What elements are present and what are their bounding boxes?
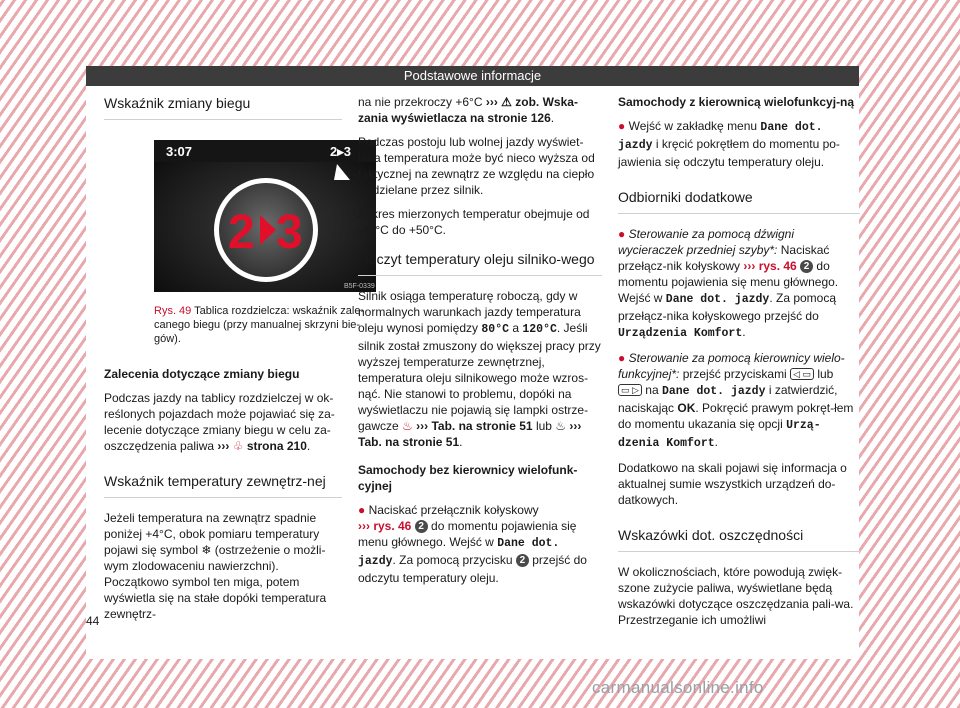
subheading-mfsw: Samochody z kierownicą wielofunkcyj-ną xyxy=(618,95,855,109)
para-temp-range: Zakres mierzonych temperatur obejmuje od -40°C do +50°C. xyxy=(358,207,590,237)
figure-code: B5F-0339 xyxy=(344,283,375,290)
fig-ref-link-2[interactable]: ››› rys. 46 xyxy=(743,259,797,273)
bullet-mfsw: ● Wejść w zakładkę menu Dane dot. jazdy i kręcić pokrętłem do momentu po-jawienia się odczytu temperatury oleju. xyxy=(618,119,840,169)
subheading-gear-advice: Zalecenia dotyczące zmiany biegu xyxy=(104,367,300,381)
column-1 xyxy=(104,94,375,630)
para-temp-continued: na nie przekroczy +6°C ››› ⚠ zob. Wska-zania wyświetlacza na stronie 126. xyxy=(358,95,578,125)
page-number: 44 xyxy=(86,614,100,628)
para-consumers-sum: Dodatkowo na skali pojawi się informacja o aktualnej sumie wszystkich urządzeń do-datkowych. xyxy=(618,461,847,507)
left-key-icon: ◁ ▭ xyxy=(790,368,814,380)
column-3 xyxy=(618,94,860,636)
section-heading-outside-temp: Wskaźnik temperatury zewnętrz-nej xyxy=(104,472,342,498)
small-gear-readout: 2▸3 xyxy=(330,144,351,159)
section-heading-savings: Wskazówki dot. oszczędności xyxy=(618,526,860,552)
bullet-wiper-lever: ● Sterowanie za pomocą dźwigni wycieraczek przedniej szyby*: Naciskać przełącz-nik kołyskowy ››› rys. 46 2 do momentu pojawienia się menu głównego. Wejść w Dane dot. jazdy. Za pomocą przełącz-nika kołyskowego przejść do Urządzenia Komfort. xyxy=(618,227,839,340)
big-gear-to: 3 xyxy=(276,206,303,259)
table-ref-link-1[interactable]: ››› Tab. na stronie 51 xyxy=(416,419,533,433)
manual-page xyxy=(86,66,859,659)
figure-caption xyxy=(154,304,376,346)
section-heading-gear: Wskaźnik zmiany biegu xyxy=(104,94,342,120)
right-key-icon: ▭ ▷ xyxy=(618,384,642,396)
page-ref-link[interactable]: strona 210 xyxy=(243,439,307,453)
bullet-no-mfsw: ● Naciskać przełącznik kołyskowy ››› rys. 46 2 do momentu pojawienia się menu głównego. Wejść w Dane dot. jazdy. Za pomocą przycisku 2 przejść do odczytu temperatury oleju. xyxy=(358,503,587,585)
subheading-no-mfsw: Samochody bez kierownicy wielofunk-cyjnej xyxy=(358,463,578,493)
oil-temp-icon: ♨ xyxy=(402,419,413,433)
eco-tip-icon: ♧ xyxy=(232,439,244,453)
bullet-mfsw-control: ● Sterowanie za pomocą kierownicy wielo-funkcyjnej*: przejść przyciskami ◁ ▭ lub ▭ ▷ na Dane dot. jazdy i zatwierdzić, naciskając OK. Pokręcić prawym pokręt-łem do momentu ukazania się opcji Urzą-dzenia Komfort. xyxy=(618,351,854,450)
caption-text: Tablica rozdzielcza: wskaźnik zale-canego biegu (przy manualnej skrzyni bie-gów). xyxy=(154,305,365,345)
para-savings: W okolicznościach, które powodują zwięk-szone zużycie paliwa, wyświetlane będą wskazówki dotyczące oszczędzania pali-wa. Przestrzeganie ich umożliwi xyxy=(618,565,854,627)
para-outside-temp: Jeżeli temperatura na zewnątrz spadnie poniżej +4°C, obok pomiaru temperatury pojawi się symbol ❄ (ostrzeżenie o możli-wym zlodowaceniu nawierzchni). Początkowo symbol ten miga, potem wyświetla się na stałe dopóki temperatura zewnętrz- xyxy=(104,511,327,621)
gear-indicator-figure xyxy=(154,140,376,292)
section-heading-oil-temp: Odczyt temperatury oleju silniko-wego xyxy=(358,250,602,276)
para-oil-temp: Silnik osiąga temperaturę roboczą, gdy w normalnych warunkach jazdy temperatura oleju wynosi pomiędzy 80°C a 120°C. Jeśli silnik został zmuszony do większej pracy przy wyższej temperaturze zewnętrznej, temperatura oleju silnikowego może wzros-nąć. Nie stanowi to problemu, dopóki na wyświetlaczu nie pojawią się lampki ostrze-gawcze ♨ ››› Tab. na stronie 51 lub ♨ ››› Tab. na stronie 51. xyxy=(358,289,601,449)
clock-readout: 3:07 xyxy=(166,144,193,159)
para-idle-temp: Podczas postoju lub wolnej jazdy wyświet-lana temperatura może być nieco wyższa od faktycznej na zewnątrz ze względu na ciepło wydzielane przez silnik. xyxy=(358,135,595,197)
dashboard-display-image xyxy=(154,140,376,292)
page-header: Podstawowe informacje xyxy=(86,66,859,86)
figure-ref: Rys. 49 xyxy=(154,305,192,317)
section-heading-consumers: Odbiorniki dodatkowe xyxy=(618,188,860,214)
para-gear-advice: Podczas jazdy na tablicy rozdzielczej w ok-reślonych pojazdach może pojawiać się za-lecenie dotyczące zmiany biegu w celu za-oszczędzenia paliwa ››› ♧ strona 210. xyxy=(104,391,335,453)
big-gear-from: 2 xyxy=(228,206,255,259)
fig-ref-link[interactable]: ››› rys. 46 xyxy=(358,519,412,533)
column-2 xyxy=(358,94,602,594)
table-ref-link-2[interactable]: ››› Tab. na stronie 51 xyxy=(358,419,582,449)
watermark: carmanualsonline.info xyxy=(592,678,764,697)
oil-temp-icon-2: ♨ xyxy=(555,419,567,433)
display-ref-link[interactable]: ››› ⚠ zob. Wska-zania wyświetlacza na stronie 126 xyxy=(358,95,578,125)
